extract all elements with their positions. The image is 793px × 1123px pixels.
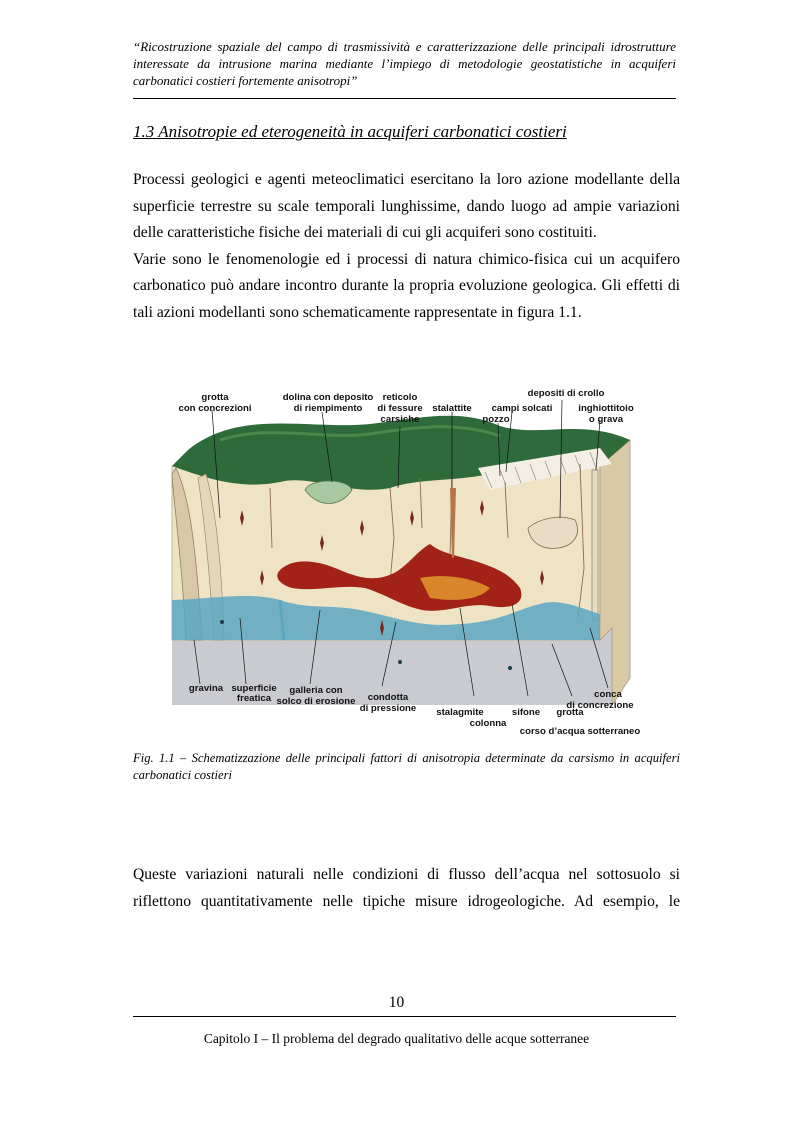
label-stalattite: stalattite bbox=[432, 403, 472, 414]
running-header: “Ricostruzione spaziale del campo di trasmissività e caratterizzazione delle principali idrostrutture interessate da intrusione marina mediante l’impiego di metodologie geostatistiche in acquiferi carbonatici costieri fortemente anisotropi” bbox=[133, 39, 676, 88]
label-depositi-crollo: depositi di crollo bbox=[527, 388, 605, 399]
label-stalagmite: stalagmite bbox=[436, 707, 484, 718]
label-colonna: colonna bbox=[469, 718, 507, 729]
label-dolina: dolina con deposito bbox=[282, 392, 374, 403]
label-inghiottitoio: inghiottitoio bbox=[578, 403, 634, 414]
label-galleria: galleria con bbox=[289, 685, 343, 696]
label-galleria-line2: solco di erosione bbox=[276, 696, 356, 707]
paragraph-2: Varie sono le fenomenologie ed i processi di natura chimico-fisica cui un acquifero carbonatico può andare incontro durante la propria evoluzione geologica. Gli effetti di tali azioni modellanti sono schematicamente rappresentate in figura 1.1. bbox=[133, 250, 680, 321]
label-condotta-line2: di pressione bbox=[359, 703, 417, 714]
label-condotta: condotta bbox=[367, 692, 409, 703]
header-rule bbox=[133, 98, 676, 99]
label-sifone: sifone bbox=[511, 707, 541, 718]
label-gravina: gravina bbox=[188, 683, 224, 694]
sinkhole-shaft bbox=[592, 470, 598, 620]
label-reticolo-line3: carsiche bbox=[380, 414, 420, 425]
label-reticolo-line2: di fessure bbox=[377, 403, 423, 414]
label-conca: conca bbox=[594, 689, 622, 700]
label-grotta-bottom: grotta bbox=[556, 707, 584, 718]
karst-block-diagram bbox=[160, 378, 640, 740]
label-superficie-line2: freatica bbox=[236, 693, 272, 704]
label-campi-solcati: campi solcati bbox=[491, 403, 553, 414]
label-inghiottitoio-line2: o grava bbox=[588, 414, 624, 425]
label-reticolo: reticolo bbox=[382, 392, 418, 403]
label-conca-line2: di concrezione bbox=[566, 700, 634, 711]
label-grotta: grotta bbox=[201, 392, 229, 403]
section-title: 1.3 Anisotropie ed eterogeneità in acquiferi carbonatici costieri bbox=[133, 122, 567, 141]
paragraph-3: Queste variazioni naturali nelle condizioni di flusso dell’acqua nel sottosuolo si riflettono quantitativamente nelle tipiche misure idrogeologiche. Ad esempio, le bbox=[133, 866, 680, 910]
footer-rule bbox=[133, 1016, 676, 1017]
figure-karst-diagram bbox=[160, 378, 640, 740]
label-grotta-line2: con concrezioni bbox=[178, 403, 252, 414]
label-superficie: superficie bbox=[231, 683, 277, 694]
running-footer: Capitolo I – Il problema del degrado qualitativo delle acque sotterranee bbox=[203, 1031, 590, 1046]
label-pozzo: pozzo bbox=[482, 414, 510, 425]
label-corso-acqua: corso d’acqua sotterraneo bbox=[519, 726, 640, 737]
body-text-top bbox=[133, 167, 680, 327]
paragraph-1: Processi geologici e agenti meteoclimatici esercitano la loro azione modellante della superficie terrestre su scale temporali lunghissime, dando luogo ad ampie variazioni delle caratteristiche fisiche dei materiali di cui gli acquiferi sono costituiti. bbox=[133, 171, 680, 242]
figure-caption: Fig. 1.1 – Schematizzazione delle principali fattori di anisotropia determinate da carsismo in acquiferi carbonatici costieri bbox=[133, 751, 680, 782]
label-dolina-line2: di riempimento bbox=[293, 403, 363, 414]
page-number: 10 bbox=[388, 994, 405, 1011]
